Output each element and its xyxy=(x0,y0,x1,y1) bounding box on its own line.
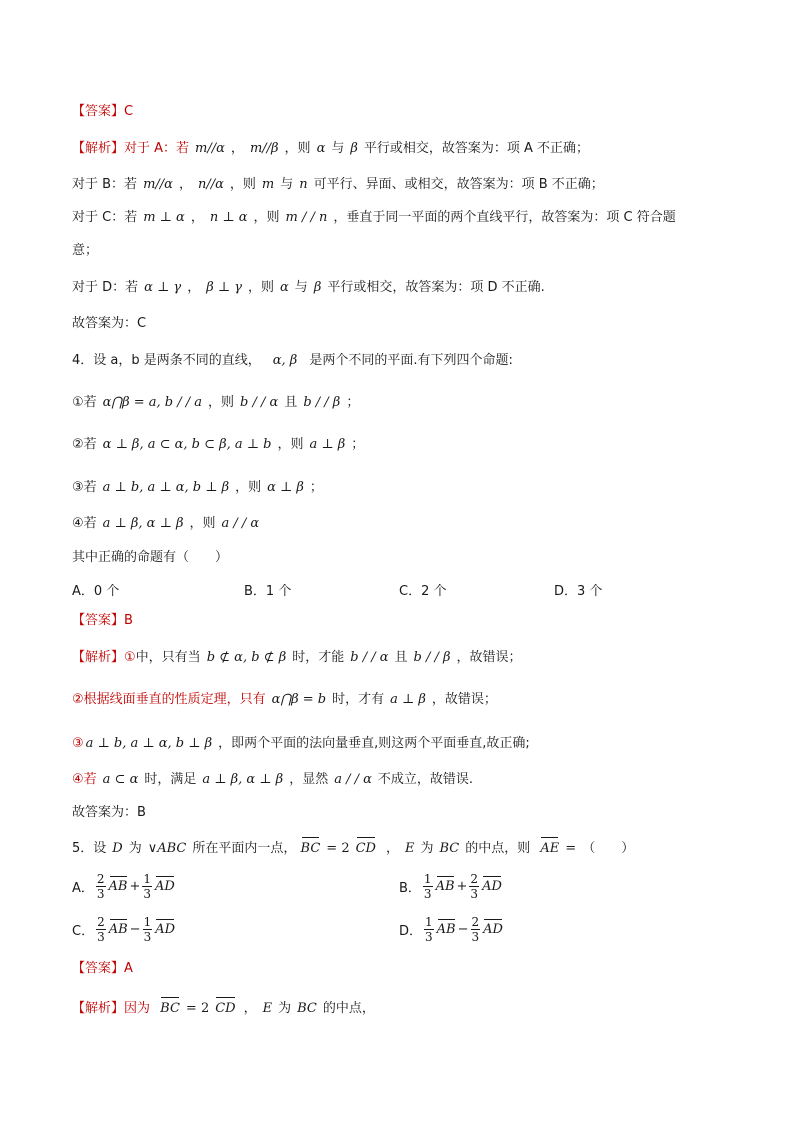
analysis-line-d: 对于 D：若 α ⊥ γ ， β ⊥ γ ，则 α 与 β 平行或相交，故答案为：项 D 不正确. xyxy=(72,280,545,295)
answer-line-1 xyxy=(72,103,133,121)
fraction: $\frac{2}{3}$ xyxy=(96,872,105,901)
q5-option-c: C． $\frac{2}{3}$ AB − $\frac{1}{3}$ AD xyxy=(72,915,176,944)
analysis3-line-1: 【解析】因为 BC = 2 CD ， E 为 BC 的中点， xyxy=(72,1001,375,1016)
analysis-tag: 【解析】 xyxy=(72,141,125,156)
q4-proposition-2: ②若 α ⊥ β, a ⊂ α, b ⊂ β, a ⊥ b ，则 a ⊥ β ； xyxy=(72,437,365,452)
q4-proposition-4: ④若 a ⊥ β, α ⊥ β ，则 a / / α xyxy=(72,516,260,531)
analysis-line-a: 【解析】对于 A：若 m//α ， m//β ，则 α 与 β 平行或相交，故答案为：项 A 不正确； xyxy=(72,141,590,156)
answer-line-3: 【答案】A xyxy=(72,961,133,976)
q4-option-b: B．1 个 xyxy=(244,584,292,599)
q5-option-a: A． $\frac{2}{3}$ AB + $\frac{1}{3}$ AD xyxy=(72,872,175,901)
q4-proposition-1: ①若 α⋂β = a, b / / a ，则 b / / α 且 b / / β ； xyxy=(72,395,360,410)
q4-proposition-3: ③若 a ⊥ b, a ⊥ α, b ⊥ β ，则 α ⊥ β ； xyxy=(72,480,323,495)
analysis2-line-1: 【解析】①中，只有当 b ⊄ α, b ⊄ β 时，才能 b / / α 且 b / / β ，故错误； xyxy=(72,650,522,665)
fraction: $\frac{1}{3}$ xyxy=(143,872,152,901)
analysis-line-b: 对于 B：若 m//α ， n//α ，则 m 与 n 可平行、异面、或相交，故答案为：项 B 不正确； xyxy=(72,177,604,192)
fraction: $\frac{2}{3}$ xyxy=(97,915,105,944)
answer-tag: 【答案】 xyxy=(72,104,125,119)
analysis-line-c-cont: 意； xyxy=(72,243,99,258)
q5-option-b: B． $\frac{1}{3}$ AB + $\frac{2}{3}$ AD xyxy=(399,872,502,901)
answer-value: C xyxy=(124,104,134,119)
vector-ae: AE xyxy=(540,841,560,856)
fraction: $\frac{1}{3}$ xyxy=(423,872,432,901)
analysis2-line-3: ③ a ⊥ b, a ⊥ α, b ⊥ β ，即两个平面的法向量垂直,则这两个平面垂直,故正确; xyxy=(72,736,530,751)
q4-option-a: A．0 个 xyxy=(72,584,120,599)
fraction: $\frac{1}{3}$ xyxy=(143,915,152,944)
answer-line-2: 【答案】B xyxy=(72,613,133,628)
q5-option-d: D． $\frac{1}{3}$ AB − $\frac{2}{3}$ AD xyxy=(399,915,503,944)
vector-bc: BC xyxy=(300,841,321,856)
q4-option-c: C．2 个 xyxy=(399,584,447,599)
analysis2-line-4: ④若 a ⊂ α 时，满足 a ⊥ β, α ⊥ β ，显然 a / / α 不成立，故错误. xyxy=(72,772,474,787)
analysis2-line-2: ②根据线面垂直的性质定理，只有 α⋂β = b 时，才有 a ⊥ β ，故错误； xyxy=(72,692,497,707)
q4-ask: 其中正确的命题有（ ） xyxy=(72,550,229,565)
analysis-line-c: 对于 C：若 m ⊥ α ， n ⊥ α ，则 m / / n ，垂直于同一平面的两个直线平行，故答案为：项 C 符合题 xyxy=(72,210,676,225)
analysis-final-1: 故答案为：C xyxy=(72,316,147,331)
fraction: $\frac{2}{3}$ xyxy=(471,915,480,944)
q5-stem: 5．设 D 为 ∨ABC 所在平面内一点， BC = 2 CD ， E 为 BC 的中点，则 AE = （ ） xyxy=(72,841,635,856)
q4-stem: 4．设 a，b 是两条不同的直线， α, β 是两个不同的平面.有下列四个命题: xyxy=(72,353,513,368)
q4-option-d: D．3 个 xyxy=(554,584,603,599)
fraction: $\frac{2}{3}$ xyxy=(470,872,479,901)
analysis-final-2: 故答案为：B xyxy=(72,805,146,820)
vector-cd: CD xyxy=(355,841,376,856)
fraction: $\frac{1}{3}$ xyxy=(425,915,433,944)
